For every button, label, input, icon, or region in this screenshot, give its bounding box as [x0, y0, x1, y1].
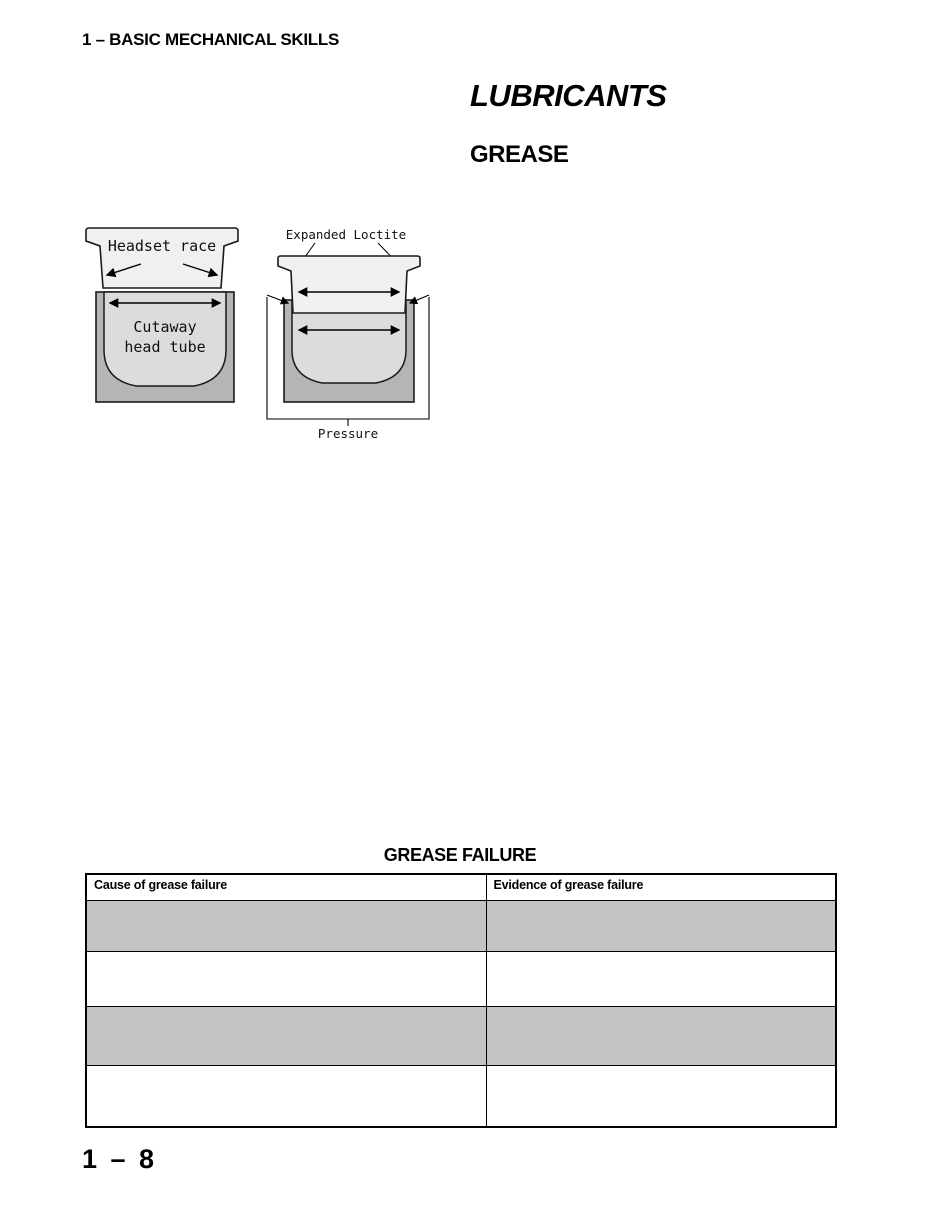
- table-row: [86, 952, 836, 1007]
- grease-failure-table: [85, 873, 837, 1128]
- table-row: [86, 901, 836, 952]
- pressure-arrow-left-icon: [267, 295, 288, 303]
- table-header-row: [86, 874, 836, 901]
- table-cell: [486, 952, 836, 1007]
- table-cell: [486, 901, 836, 952]
- table-row: [86, 1066, 836, 1128]
- pressed-race-shape: [278, 256, 420, 313]
- table-row: [86, 1007, 836, 1066]
- table-cell: [86, 901, 486, 952]
- expanded-loctite-label: Expanded Loctite: [285, 227, 407, 242]
- head-tube-label-line2: head tube: [124, 338, 206, 356]
- pressure-arrow-right-icon: [410, 295, 429, 303]
- headset-race-figure: [86, 228, 238, 402]
- table-title: GREASE FAILURE: [383, 845, 537, 865]
- page-title: LUBRICANTS: [470, 78, 667, 113]
- column-header-evidence: Evidence of grease failure: [486, 874, 836, 901]
- table-cell: [86, 1066, 486, 1128]
- column-header-cause: Cause of grease failure: [86, 874, 486, 901]
- page-number: 1 – 8: [82, 1144, 158, 1174]
- table-cell: [86, 1007, 486, 1066]
- head-tube-label-line1: Cutaway: [133, 318, 197, 336]
- table-cell: [86, 952, 486, 1007]
- grease-failure-section: [85, 845, 835, 1128]
- table-cell: [486, 1066, 836, 1128]
- pressure-label: Pressure: [317, 426, 379, 441]
- table-cell: [486, 1007, 836, 1066]
- section-title: GREASE: [470, 141, 569, 168]
- headset-race-label: Headset race: [107, 237, 217, 255]
- pressed-race-figure: [267, 227, 429, 441]
- chapter-header: 1 – BASIC MECHANICAL SKILLS: [82, 30, 340, 49]
- headset-press-diagram: [80, 224, 436, 446]
